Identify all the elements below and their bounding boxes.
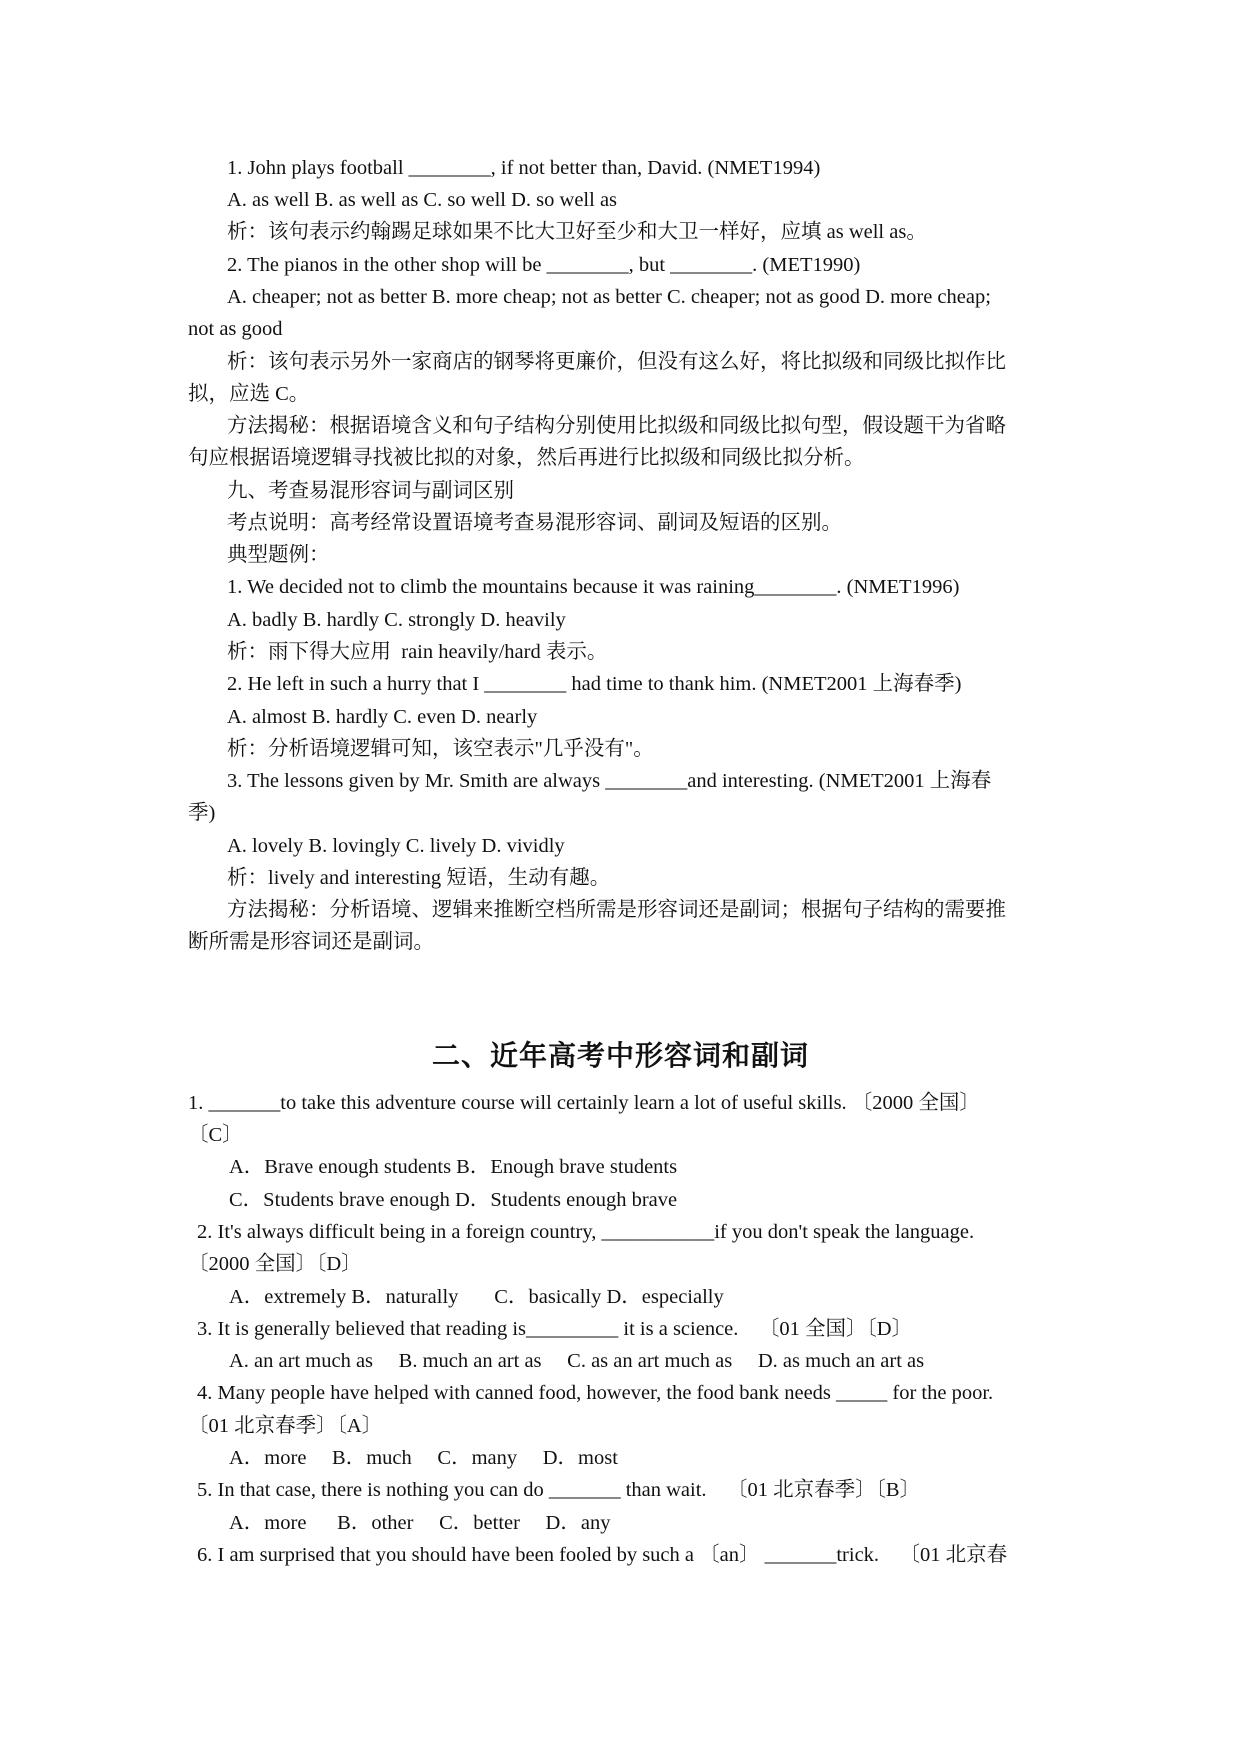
analysis-text: 析：该句表示约翰踢足球如果不比大卫好至少和大卫一样好，应填 as well as。	[227, 221, 927, 243]
options-text: A. lovely B. lovingly C. lively D. vividly	[227, 835, 565, 857]
answer-text: 〔2000 全国〕〔D〕	[188, 1253, 362, 1275]
examples-label: 典型题例：	[227, 544, 330, 566]
options-text: A．extremely B．naturally C．basically D．especially	[229, 1286, 724, 1308]
answer-text: 〔01 北京春季〕〔A〕	[188, 1415, 383, 1437]
answer-text: 〔C〕	[188, 1124, 243, 1146]
question-text: 2. The pianos in the other shop will be ________, but ________. (MET1990)	[227, 254, 861, 276]
section-title: 二、近年高考中形容词和副词	[431, 1039, 809, 1072]
question-text: 2. It's always difficult being in a foreign country, ___________if you don't speak the language.	[197, 1221, 975, 1243]
question-text: 6. I am surprised that you should have been fooled by such a 〔an〕 _______trick. 〔01 北京春	[197, 1544, 1008, 1566]
method-tip-text: 方法揭秘：根据语境含义和句子结构分别使用比拟级和同级比拟句型，假设题干为省略	[227, 415, 1006, 437]
options-text: A. cheaper; not as better B. more cheap; not as better C. cheaper; not as good D. more cheap;	[227, 286, 991, 308]
question-text: 5. In that case, there is nothing you can do _______ than wait. 〔01 北京春季〕〔B〕	[197, 1479, 921, 1501]
method-tip-text-continued: 句应根据语境逻辑寻找被比拟的对象，然后再进行比拟级和同级比拟分析。	[188, 447, 865, 469]
options-text: A. almost B. hardly C. even D. nearly	[227, 706, 538, 728]
question-text: 2. He left in such a hurry that I ________ had time to thank him. (NMET2001 上海春季)	[227, 673, 962, 695]
options-text-continued: not as good	[188, 318, 283, 340]
options-text: A. an art much as B. much an art as C. as an art much as D. as much an art as	[229, 1350, 925, 1372]
analysis-text: 析：该句表示另外一家商店的钢琴将更廉价，但没有这么好，将比拟级和同级比拟作比	[227, 351, 1006, 373]
question-text: 1. We decided not to climb the mountains because it was raining________. (NMET1996)	[227, 576, 960, 598]
question-text: 4. Many people have helped with canned food, however, the food bank needs _____ for the poor.	[197, 1382, 994, 1404]
method-tip-text-continued: 断所需是形容词还是副词。	[188, 931, 434, 953]
section-heading: 九、考查易混形容词与副词区别	[227, 480, 514, 502]
analysis-text: 析：lively and interesting 短语，生动有趣。	[227, 867, 611, 889]
analysis-text-continued: 拟，应选 C。	[188, 383, 310, 405]
question-text: 1. John plays football ________, if not better than, David. (NMET1994)	[227, 157, 821, 179]
question-text: 1. _______to take this adventure course will certainly learn a lot of useful skills. 〔2000 全国〕	[188, 1092, 980, 1114]
options-text: C．Students brave enough D．Students enough brave	[229, 1189, 678, 1211]
analysis-text: 析：分析语境逻辑可知，该空表示"几乎没有"。	[227, 738, 654, 760]
question-text: 3. The lessons given by Mr. Smith are always ________and interesting. (NMET2001 上海春	[227, 770, 992, 792]
question-text-continued: 季)	[188, 802, 216, 824]
point-description: 考点说明：高考经常设置语境考查易混形容词、副词及短语的区别。	[227, 512, 842, 534]
question-text: 3. It is generally believed that reading is_________ it is a science. 〔01 全国〕〔D〕	[197, 1318, 913, 1340]
options-text: A．more B．much C．many D．most	[229, 1447, 618, 1469]
options-text: A. as well B. as well as C. so well D. so well as	[227, 189, 618, 211]
options-text: A. badly B. hardly C. strongly D. heavily	[227, 609, 566, 631]
analysis-text: 析：雨下得大应用 rain heavily/hard 表示。	[227, 641, 608, 663]
options-text: A．more B．other C．better D．any	[229, 1512, 611, 1534]
method-tip-text: 方法揭秘：分析语境、逻辑来推断空档所需是形容词还是副词；根据句子结构的需要推	[227, 899, 1006, 921]
options-text: A．Brave enough students B．Enough brave students	[229, 1156, 678, 1178]
